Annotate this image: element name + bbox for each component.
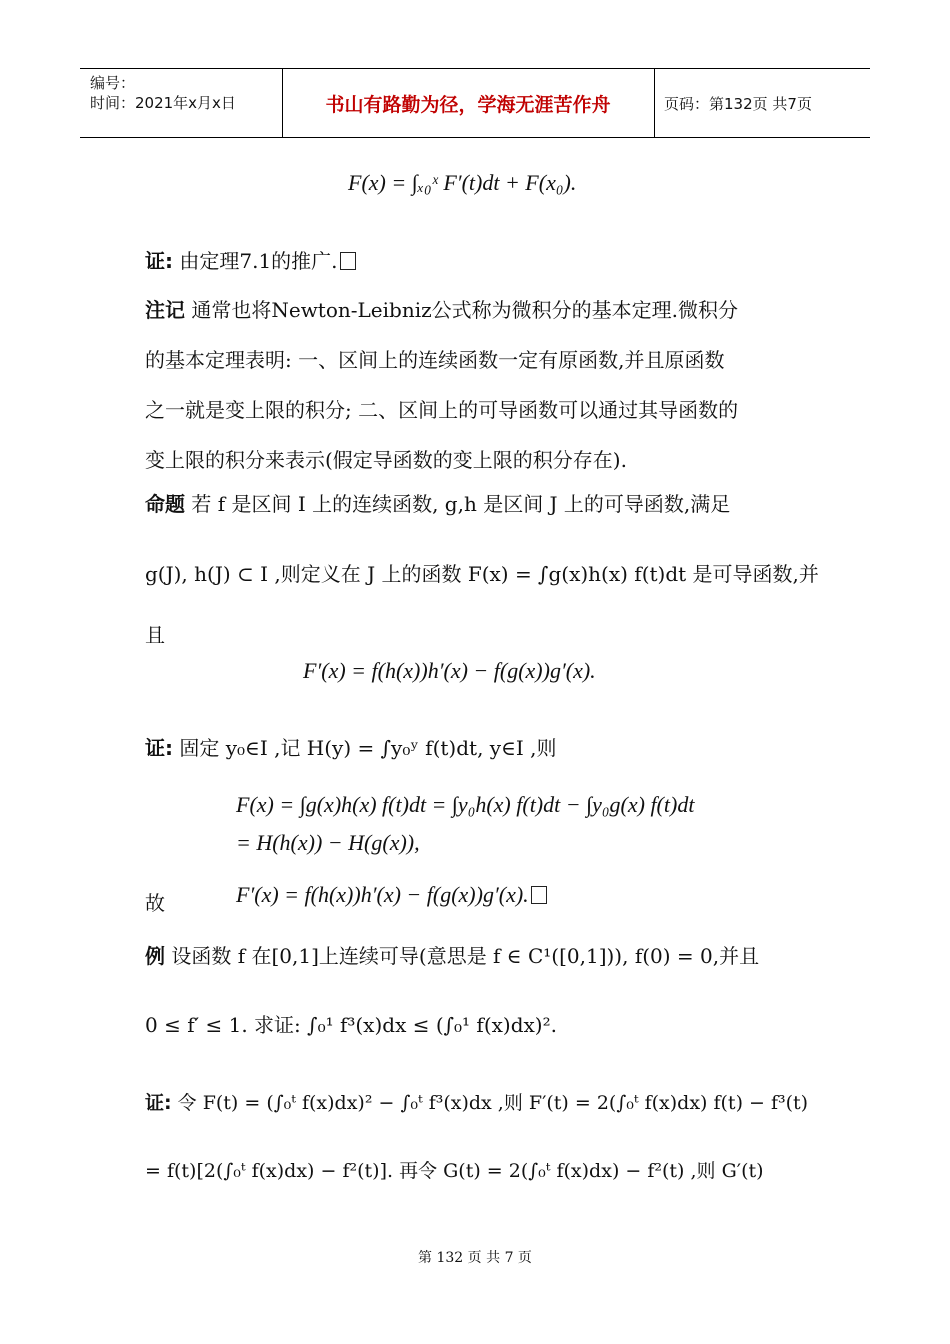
proof-3-line-2: = f(t)[2(∫₀ᵗ f(x)dx) − f²(t)]. 再令 G(t) = 2(∫₀ᵗ f(x)dx) − f²(t) ,则 G′(t) [145,1160,764,1182]
proof-label: 证: [145,1092,172,1114]
proof-3-line-1 [145,1090,825,1116]
example-line-1 [145,943,825,969]
document-header [80,68,870,138]
therefore-label: 故 [145,891,165,915]
remark-label: 注记 [145,298,185,322]
remark-line-2: 的基本定理表明: 一、区间上的连续函数一定有原函数,并且原函数 [145,348,725,372]
header-meta [90,73,280,113]
page-footer: 第 132 页 共 7 页 [418,1250,532,1266]
example-text: 设函数 f 在[0,1]上连续可导(意思是 f ∈ C¹([0,1])), f(0) = 0,并且 [165,944,760,968]
formula-newton-leibniz: F(x) = ∫ₓ₀ˣ F′(t)dt + F(x₀). [348,170,577,195]
proof-label: 证: [145,249,173,273]
time-label: 时间：2021年x月x日 [90,94,236,112]
proof-text: 固定 y₀∈I ,记 H(y) = ∫y₀ʸ f(t)dt, y∈I ,则 [173,736,557,760]
formula-conclusion-text: F′(x) = f(h(x))h′(x) − f(g(x))g′(x). [236,882,529,907]
formula-H-difference: = H(h(x)) − H(g(x)), [236,830,420,855]
number-label: 编号： [90,74,136,92]
proof-text: 令 F(t) = (∫₀ᵗ f(x)dx)² − ∫₀ᵗ f³(x)dx ,则 F′(t) = 2(∫₀ᵗ f(x)dx) f(t) − f³(t) [171,1092,809,1114]
example-line-2: 0 ≤ f′ ≤ 1. 求证: ∫₀¹ f³(x)dx ≤ (∫₀¹ f(x)dx)². [145,1013,557,1037]
proposition-line-2: g(J), h(J) ⊂ I ,则定义在 J 上的函数 F(x) = ∫g(x)h(x) f(t)dt 是可导函数,并 [145,562,819,586]
proposition-label: 命题 [145,492,185,516]
proof-1 [145,248,825,274]
proposition-line-3: 且 [145,623,165,647]
formula-conclusion [236,882,547,908]
qed-box [531,886,547,904]
header-motto: 书山有路勤为径，学海无涯苦作舟 [325,93,611,116]
remark-line-1 [145,297,825,323]
remark-line-3: 之一就是变上限的积分; 二、区间上的可导函数可以通过其导函数的 [145,398,739,422]
formula-derivative: F′(x) = f(h(x))h′(x) − f(g(x))g′(x). [303,658,596,683]
remark-text: 通常也将Newton-Leibniz公式称为微积分的基本定理.微积分 [185,298,739,322]
proof-text: 由定理7.1的推广. [173,249,338,273]
qed-box [340,252,356,270]
header-divider [654,69,655,137]
proof-2 [145,735,825,761]
header-page-info: 页码：第132页 共7页 [664,95,812,113]
proposition-text: 若 f 是区间 I 上的连续函数, g,h 是区间 J 上的可导函数,满足 [185,492,731,516]
proposition-line-1 [145,491,825,517]
example-label: 例 [145,944,165,968]
remark-line-4: 变上限的积分来表示(假定导函数的变上限的积分存在). [145,448,627,472]
formula-split-integral: F(x) = ∫g(x)h(x) f(t)dt = ∫y₀h(x) f(t)dt − ∫y₀g(x) f(t)dt [236,792,695,817]
proof-label: 证: [145,736,173,760]
